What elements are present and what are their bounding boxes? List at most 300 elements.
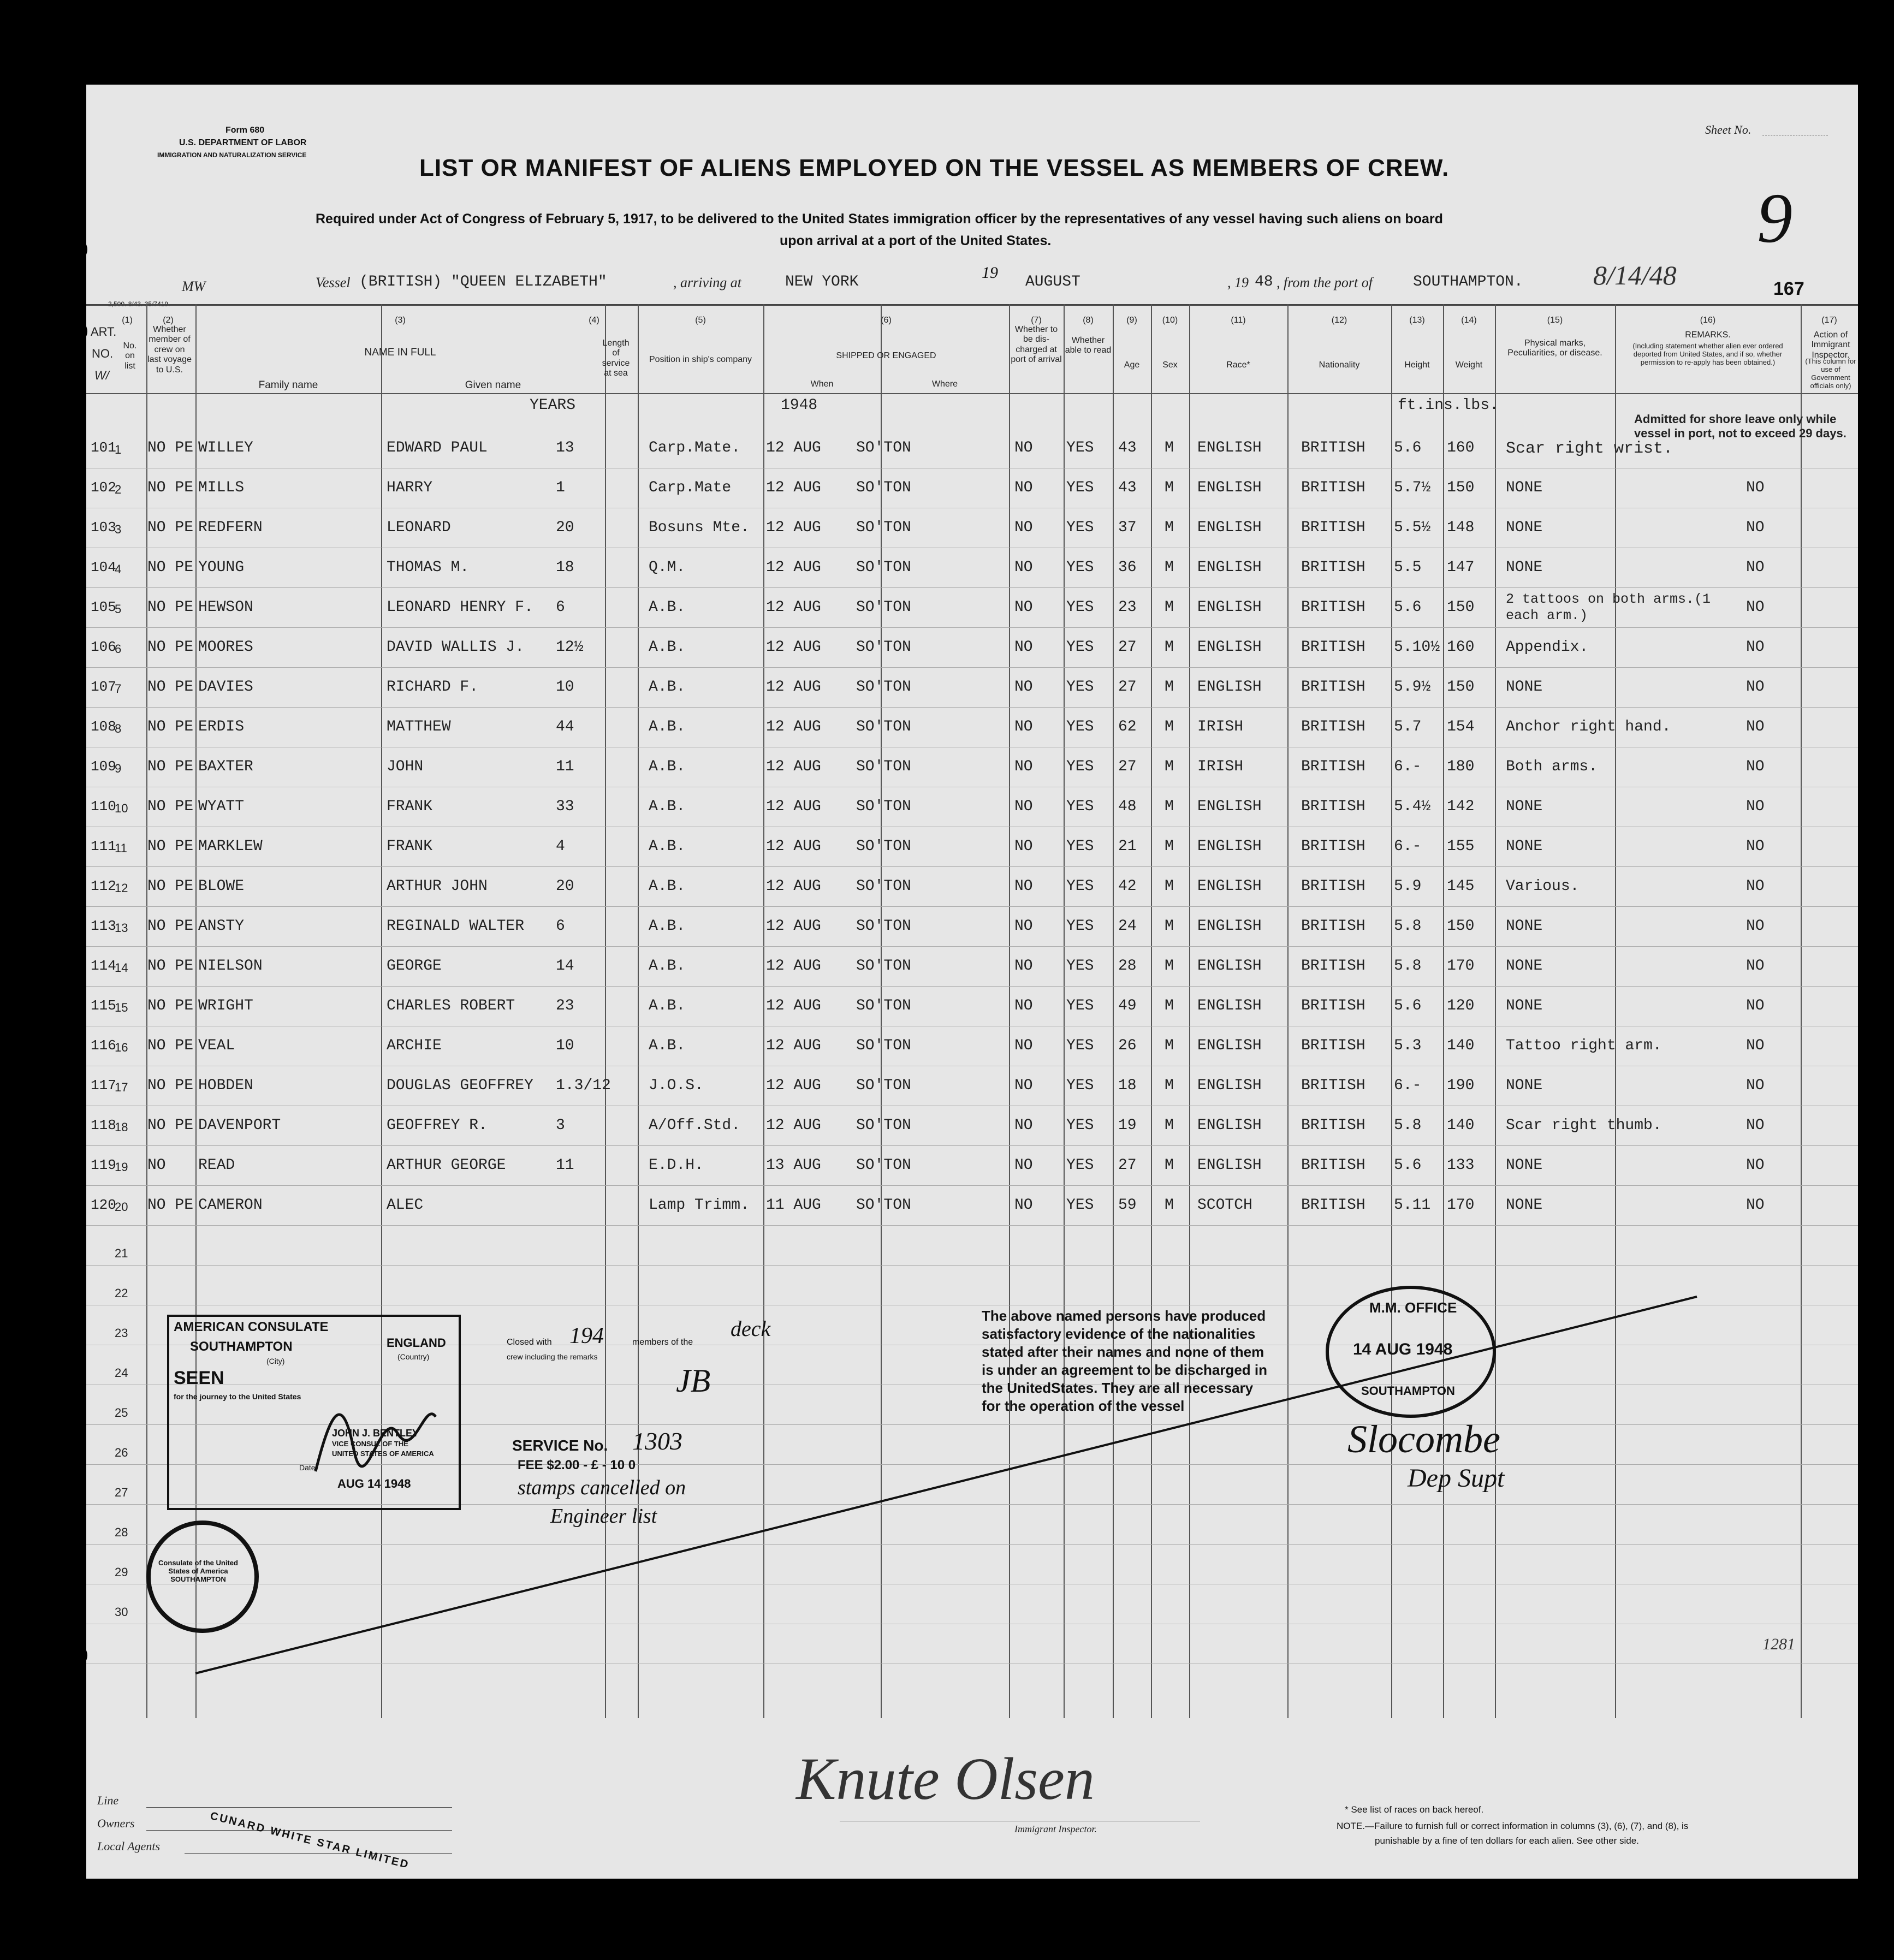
cell-disch: NO bbox=[1014, 1077, 1033, 1094]
cell-race: ENGLISH bbox=[1197, 798, 1262, 815]
cell-age: 21 bbox=[1118, 838, 1137, 855]
cell-given: JOHN bbox=[387, 758, 424, 775]
cell-marks: NONE bbox=[1506, 918, 1543, 935]
cell-family: VEAL bbox=[198, 1037, 235, 1054]
cell-remarks: NO bbox=[1746, 1157, 1765, 1174]
seen-subtext: for the journey to the United States bbox=[174, 1392, 301, 1401]
cell-position: E.D.H. bbox=[649, 1157, 704, 1174]
col-16-number: (16) bbox=[1700, 316, 1716, 325]
cell-race: IRISH bbox=[1197, 718, 1244, 735]
col-3-given-header: Given name bbox=[465, 379, 521, 391]
cell-weight: 170 bbox=[1447, 1197, 1475, 1214]
empty-row-number: 22 bbox=[115, 1286, 128, 1300]
empty-row-number: 29 bbox=[115, 1565, 128, 1579]
cell-race: ENGLISH bbox=[1197, 838, 1262, 855]
cell-remarks: NO bbox=[1746, 838, 1765, 855]
cell-art: 103 bbox=[91, 519, 116, 536]
cell-position: A.B. bbox=[649, 958, 686, 975]
consulate-line-2: SOUTHAMPTON bbox=[190, 1339, 293, 1354]
cell-art: 113 bbox=[91, 918, 116, 934]
cell-read: YES bbox=[1066, 559, 1094, 576]
cell-marks: Tattoo right arm. bbox=[1506, 1037, 1662, 1054]
cell-n: 10 bbox=[115, 801, 128, 815]
cell-service: 11 bbox=[556, 758, 574, 775]
cell-age: 42 bbox=[1118, 878, 1137, 895]
cell-weight: 180 bbox=[1447, 758, 1475, 775]
arrival-day: 19 bbox=[982, 264, 998, 282]
cell-service: 6 bbox=[556, 599, 565, 616]
cell-marks: NONE bbox=[1506, 997, 1543, 1014]
cell-nat: BRITISH bbox=[1301, 958, 1365, 975]
cell-where: SO'TON bbox=[856, 958, 911, 975]
cell-remarks: NO bbox=[1746, 1117, 1765, 1134]
cell-family: DAVIES bbox=[198, 679, 253, 696]
cell-family: REDFERN bbox=[198, 519, 263, 536]
cell-read: YES bbox=[1066, 718, 1094, 735]
cell-when: 12 AUG bbox=[766, 559, 821, 576]
cell-disch: NO bbox=[1014, 559, 1033, 576]
cell-n: 19 bbox=[115, 1160, 128, 1174]
cell-n: 8 bbox=[115, 722, 122, 735]
col-3-header: NAME IN FULL bbox=[364, 347, 436, 358]
cell-remarks: NO bbox=[1746, 997, 1765, 1014]
cell-position: A.B. bbox=[649, 997, 686, 1014]
cell-race: ENGLISH bbox=[1197, 958, 1262, 975]
col-14-number: (14) bbox=[1461, 316, 1477, 325]
cell-given: MATTHEW bbox=[387, 718, 451, 735]
cell-last: NO PE bbox=[147, 639, 194, 656]
cell-nat: BRITISH bbox=[1301, 918, 1365, 935]
cell-when: 12 AUG bbox=[766, 1117, 821, 1134]
cell-weight: 150 bbox=[1447, 479, 1475, 496]
cell-disch: NO bbox=[1014, 479, 1033, 496]
cell-position: A.B. bbox=[649, 718, 686, 735]
cell-sex: M bbox=[1165, 519, 1174, 536]
cell-art: 107 bbox=[91, 679, 116, 695]
closed-deck: deck bbox=[731, 1316, 771, 1341]
cell-given: LEONARD HENRY F. bbox=[387, 599, 533, 616]
punch-hole bbox=[62, 669, 86, 693]
cell-where: SO'TON bbox=[856, 639, 911, 656]
cell-weight: 133 bbox=[1447, 1157, 1475, 1174]
cell-art: 111 bbox=[91, 838, 116, 854]
cell-read: YES bbox=[1066, 479, 1094, 496]
cell-position: Lamp Trimm. bbox=[649, 1197, 750, 1214]
cell-sex: M bbox=[1165, 679, 1174, 696]
cell-age: 28 bbox=[1118, 958, 1137, 975]
cell-race: ENGLISH bbox=[1197, 1077, 1262, 1094]
cancel-line bbox=[195, 1297, 1697, 1673]
cell-where: SO'TON bbox=[856, 758, 911, 775]
cell-sex: M bbox=[1165, 1077, 1174, 1094]
cell-age: 27 bbox=[1118, 679, 1137, 696]
cell-weight: 140 bbox=[1447, 1037, 1475, 1054]
cell-nat: BRITISH bbox=[1301, 1037, 1365, 1054]
cell-family: WRIGHT bbox=[198, 997, 253, 1014]
inspector-signature: Knute Olsen bbox=[796, 1745, 1095, 1812]
cell-position: A.B. bbox=[649, 599, 686, 616]
cell-weight: 148 bbox=[1447, 519, 1475, 536]
cell-service: 10 bbox=[556, 679, 574, 696]
evidence-line-2: satisfactory evidence of the nationalities bbox=[982, 1326, 1256, 1342]
col-15-number: (15) bbox=[1547, 316, 1563, 325]
cell-given: RICHARD F. bbox=[387, 679, 479, 696]
cell-where: SO'TON bbox=[856, 1077, 911, 1094]
cell-race: ENGLISH bbox=[1197, 878, 1262, 895]
cell-art: 104 bbox=[91, 559, 116, 575]
empty-row-number: 23 bbox=[115, 1326, 128, 1340]
cell-marks: NONE bbox=[1506, 1077, 1543, 1094]
cell-art: 117 bbox=[91, 1077, 116, 1094]
cell-age: 37 bbox=[1118, 519, 1137, 536]
cell-nat: BRITISH bbox=[1301, 718, 1365, 735]
cell-position: A/Off.Std. bbox=[649, 1117, 741, 1134]
cell-where: SO'TON bbox=[856, 1197, 911, 1214]
cell-race: ENGLISH bbox=[1197, 559, 1262, 576]
cell-nat: BRITISH bbox=[1301, 878, 1365, 895]
evidence-line-6: for the operation of the vessel bbox=[982, 1398, 1185, 1414]
cell-family: MOORES bbox=[198, 639, 253, 656]
cell-weight: 170 bbox=[1447, 958, 1475, 975]
mm-office-label: M.M. OFFICE bbox=[1369, 1299, 1457, 1316]
closed-with-label: Closed with bbox=[507, 1338, 552, 1347]
consulate-country: ENGLAND bbox=[387, 1336, 446, 1350]
cell-family: MILLS bbox=[198, 479, 245, 496]
col-4-number: (4) bbox=[589, 316, 599, 325]
cell-remarks: NO bbox=[1746, 559, 1765, 576]
cell-nat: BRITISH bbox=[1301, 1157, 1365, 1174]
cell-remarks: NO bbox=[1746, 599, 1765, 616]
cell-remarks: NO bbox=[1746, 1077, 1765, 1094]
col-17-number: (17) bbox=[1821, 316, 1837, 325]
col-3-number: (3) bbox=[395, 316, 406, 325]
cell-height: 5.9½ bbox=[1394, 679, 1431, 696]
cell-age: 43 bbox=[1118, 479, 1137, 496]
from-port-label: , from the port of bbox=[1276, 275, 1373, 290]
col-15-header: Physical marks, Peculiarities, or disease. bbox=[1507, 338, 1602, 358]
col-17-subheader: (This column for use of Government officials only) bbox=[1805, 357, 1856, 390]
cell-disch: NO bbox=[1014, 1157, 1033, 1174]
local-line bbox=[185, 1853, 452, 1854]
punch-hole bbox=[62, 1190, 86, 1214]
mm-office-place: SOUTHAMPTON bbox=[1361, 1384, 1455, 1398]
manifest-subtitle-1: Required under Act of Congress of February 5, 1917, to be delivered to the United States immigration officer by the representatives of any vessel having such aliens on board bbox=[316, 211, 1443, 227]
cell-art: 114 bbox=[91, 958, 116, 974]
cell-read: YES bbox=[1066, 599, 1094, 616]
cell-remarks: NO bbox=[1746, 918, 1765, 935]
cell-where: SO'TON bbox=[856, 918, 911, 935]
cell-age: 26 bbox=[1118, 1037, 1137, 1054]
cell-height: 5.10½ bbox=[1394, 639, 1440, 656]
cell-marks: NONE bbox=[1506, 679, 1543, 696]
cell-read: YES bbox=[1066, 679, 1094, 696]
cell-service: 44 bbox=[556, 718, 574, 735]
col-13-header: Height bbox=[1404, 360, 1430, 370]
cell-nat: BRITISH bbox=[1301, 599, 1365, 616]
cell-sex: M bbox=[1165, 838, 1174, 855]
cell-given: ARTHUR GEORGE bbox=[387, 1157, 506, 1174]
cell-position: A.B. bbox=[649, 838, 686, 855]
cell-marks: NONE bbox=[1506, 958, 1543, 975]
cell-sex: M bbox=[1165, 918, 1174, 935]
cell-nat: BRITISH bbox=[1301, 439, 1365, 456]
cell-service: 20 bbox=[556, 878, 574, 895]
cell-remarks: NO bbox=[1746, 1037, 1765, 1054]
art-no-label: NO. bbox=[92, 347, 114, 360]
cell-service: 14 bbox=[556, 958, 574, 975]
cell-when: 12 AUG bbox=[766, 758, 821, 775]
master-signature-title: Dep Supt bbox=[1408, 1464, 1505, 1493]
inspector-label: Immigrant Inspector. bbox=[1014, 1824, 1097, 1834]
cell-marks: Various. bbox=[1506, 878, 1580, 895]
cell-given: CHARLES ROBERT bbox=[387, 997, 515, 1014]
owners-label: Owners bbox=[97, 1816, 135, 1830]
manifest-subtitle-2: upon arrival at a port of the United States. bbox=[780, 233, 1052, 248]
cell-sex: M bbox=[1165, 439, 1174, 456]
cell-service: 12½ bbox=[556, 639, 584, 656]
cell-where: SO'TON bbox=[856, 679, 911, 696]
evidence-line-3: stated after their names and none of them bbox=[982, 1344, 1264, 1360]
cell-last: NO PE bbox=[147, 519, 194, 536]
cell-last: NO PE bbox=[147, 599, 194, 616]
cell-remarks: NO bbox=[1746, 679, 1765, 696]
cell-last: NO PE bbox=[147, 1117, 194, 1134]
col-9-header: Age bbox=[1124, 360, 1140, 370]
cell-service: 1.3/12 bbox=[556, 1077, 611, 1094]
cell-disch: NO bbox=[1014, 439, 1033, 456]
cell-where: SO'TON bbox=[856, 718, 911, 735]
height-weight-units: ft.ins.lbs. bbox=[1398, 397, 1499, 414]
cell-service: 6 bbox=[556, 918, 565, 935]
cell-race: ENGLISH bbox=[1197, 1037, 1262, 1054]
service-number: 1303 bbox=[632, 1427, 682, 1455]
cell-position: A.B. bbox=[649, 878, 686, 895]
cell-nat: BRITISH bbox=[1301, 838, 1365, 855]
empty-row-number: 24 bbox=[115, 1366, 128, 1380]
cell-remarks: NO bbox=[1746, 758, 1765, 775]
col-2-number: (2) bbox=[163, 316, 174, 325]
form-number: Form 680 bbox=[225, 126, 265, 135]
cell-age: 59 bbox=[1118, 1197, 1137, 1214]
cell-height: 5.9 bbox=[1394, 878, 1422, 895]
cell-nat: BRITISH bbox=[1301, 798, 1365, 815]
cell-given: LEONARD bbox=[387, 519, 451, 536]
cell-age: 24 bbox=[1118, 918, 1137, 935]
cell-disch: NO bbox=[1014, 798, 1033, 815]
cell-family: WYATT bbox=[198, 798, 245, 815]
sheet-label: Sheet No. bbox=[1705, 123, 1751, 136]
cell-nat: BRITISH bbox=[1301, 479, 1365, 496]
cell-nat: BRITISH bbox=[1301, 679, 1365, 696]
col-10-number: (10) bbox=[1162, 316, 1178, 325]
cell-sex: M bbox=[1165, 1197, 1174, 1214]
cell-service: 33 bbox=[556, 798, 574, 815]
cell-weight: 140 bbox=[1447, 1117, 1475, 1134]
cell-sex: M bbox=[1165, 997, 1174, 1014]
cell-remarks: NO bbox=[1746, 958, 1765, 975]
page-number: 167 bbox=[1773, 278, 1804, 299]
cell-remarks: NO bbox=[1746, 798, 1765, 815]
cell-nat: BRITISH bbox=[1301, 1077, 1365, 1094]
cell-remarks: NO bbox=[1746, 1197, 1765, 1214]
cell-service: 11 bbox=[556, 1157, 574, 1174]
punch-hole bbox=[63, 237, 87, 262]
col-8-number: (8) bbox=[1083, 316, 1094, 325]
cell-sex: M bbox=[1165, 599, 1174, 616]
cell-position: A.B. bbox=[649, 679, 686, 696]
cell-service: 18 bbox=[556, 559, 574, 576]
col-13-number: (13) bbox=[1409, 316, 1425, 325]
cell-weight: 142 bbox=[1447, 798, 1475, 815]
closed-count: 194 bbox=[569, 1323, 604, 1349]
cell-last: NO PE bbox=[147, 718, 194, 735]
art-w-label: W/ bbox=[94, 369, 109, 382]
cell-age: 27 bbox=[1118, 1157, 1137, 1174]
arriving-label: , arriving at bbox=[673, 275, 741, 290]
cell-disch: NO bbox=[1014, 639, 1033, 656]
cell-read: YES bbox=[1066, 519, 1094, 536]
cell-height: 5.6 bbox=[1394, 599, 1422, 616]
cell-height: 5.6 bbox=[1394, 439, 1422, 456]
cell-read: YES bbox=[1066, 1157, 1094, 1174]
cell-height: 5.5½ bbox=[1394, 519, 1431, 536]
cell-race: ENGLISH bbox=[1197, 479, 1262, 496]
cell-n: 5 bbox=[115, 602, 122, 616]
cell-nat: BRITISH bbox=[1301, 519, 1365, 536]
cell-race: ENGLISH bbox=[1197, 599, 1262, 616]
cell-nat: BRITISH bbox=[1301, 997, 1365, 1014]
col-5-number: (5) bbox=[695, 316, 706, 325]
empty-row-number: 26 bbox=[115, 1446, 128, 1459]
cell-nat: BRITISH bbox=[1301, 1197, 1365, 1214]
cell-weight: 150 bbox=[1447, 918, 1475, 935]
cell-when: 12 AUG bbox=[766, 1077, 821, 1094]
cell-where: SO'TON bbox=[856, 479, 911, 496]
cell-height: 5.5 bbox=[1394, 559, 1422, 576]
cell-family: YOUNG bbox=[198, 559, 245, 576]
cell-last: NO PE bbox=[147, 679, 194, 696]
cell-when: 12 AUG bbox=[766, 439, 821, 456]
cell-art: 101 bbox=[91, 439, 116, 456]
cell-n: 6 bbox=[115, 642, 122, 656]
admitted-note: Admitted for shore leave only while vessel in port, not to exceed 29 days. bbox=[1634, 412, 1846, 441]
cell-disch: NO bbox=[1014, 918, 1033, 935]
cell-weight: 150 bbox=[1447, 679, 1475, 696]
cell-family: BLOWE bbox=[198, 878, 245, 895]
evidence-line-1: The above named persons have produced bbox=[982, 1308, 1266, 1324]
cell-weight: 155 bbox=[1447, 838, 1475, 855]
cell-art: 112 bbox=[91, 878, 116, 894]
cell-art: 110 bbox=[91, 798, 116, 815]
cell-height: 6.- bbox=[1394, 758, 1422, 775]
mm-office-date: 14 AUG 1948 bbox=[1353, 1340, 1453, 1358]
cell-weight: 147 bbox=[1447, 559, 1475, 576]
side-number: 1281 bbox=[1762, 1635, 1795, 1653]
cell-when: 12 AUG bbox=[766, 479, 821, 496]
vessel-label: Vessel bbox=[316, 275, 351, 290]
cell-family: BAXTER bbox=[198, 758, 253, 775]
master-signature: Slocombe bbox=[1347, 1417, 1500, 1461]
cell-disch: NO bbox=[1014, 1117, 1033, 1134]
cell-art: 105 bbox=[91, 599, 116, 615]
cell-sex: M bbox=[1165, 559, 1174, 576]
footnote-line-1: NOTE.—Failure to furnish full or correct information in columns (3), (6), (7), and (8), is bbox=[1337, 1821, 1689, 1831]
cell-disch: NO bbox=[1014, 1197, 1033, 1214]
cell-service: 23 bbox=[556, 997, 574, 1014]
cell-marks: NONE bbox=[1506, 519, 1543, 536]
local-agents-label: Local Agents bbox=[97, 1839, 161, 1853]
cell-n: 3 bbox=[115, 522, 122, 536]
cell-marks: Scar right wrist. bbox=[1506, 439, 1673, 458]
evidence-line-5: the UnitedStates. They are all necessary bbox=[982, 1380, 1254, 1396]
cell-when: 12 AUG bbox=[766, 519, 821, 536]
consulate-seal-text: Consulate of the United States of America SOUTHAMPTON bbox=[158, 1559, 238, 1583]
col-2-header: Whether member of crew on last voyage to U.S. bbox=[147, 325, 192, 375]
cell-height: 5.7½ bbox=[1394, 479, 1431, 496]
cell-where: SO'TON bbox=[856, 599, 911, 616]
cell-n: 20 bbox=[115, 1200, 128, 1214]
cell-age: 49 bbox=[1118, 997, 1137, 1014]
service-fee: FEE $2.00 - £ - 10 0 bbox=[518, 1458, 636, 1472]
cell-when: 13 AUG bbox=[766, 1157, 821, 1174]
service-number-label: SERVICE No. bbox=[512, 1437, 608, 1454]
col-12-header: Nationality bbox=[1319, 360, 1360, 370]
cell-disch: NO bbox=[1014, 1037, 1033, 1054]
cell-where: SO'TON bbox=[856, 559, 911, 576]
cell-disch: NO bbox=[1014, 997, 1033, 1014]
cell-when: 12 AUG bbox=[766, 639, 821, 656]
cell-position: A.B. bbox=[649, 639, 686, 656]
cell-art: 120 bbox=[91, 1197, 116, 1213]
cell-race: ENGLISH bbox=[1197, 639, 1262, 656]
cell-when: 12 AUG bbox=[766, 878, 821, 895]
cell-last: NO PE bbox=[147, 439, 194, 456]
cell-height: 5.6 bbox=[1394, 997, 1422, 1014]
cell-age: 48 bbox=[1118, 798, 1137, 815]
cell-n: 1 bbox=[115, 443, 122, 456]
cell-last: NO PE bbox=[147, 838, 194, 855]
cell-race: ENGLISH bbox=[1197, 1157, 1262, 1174]
arrival-month: AUGUST bbox=[1025, 274, 1080, 290]
cell-height: 5.3 bbox=[1394, 1037, 1422, 1054]
cell-given: FRANK bbox=[387, 798, 433, 815]
cell-weight: 154 bbox=[1447, 718, 1475, 735]
cell-family: ANSTY bbox=[198, 918, 245, 935]
cell-height: 5.7 bbox=[1394, 718, 1422, 735]
cell-age: 19 bbox=[1118, 1117, 1137, 1134]
cell-where: SO'TON bbox=[856, 997, 911, 1014]
cell-race: ENGLISH bbox=[1197, 997, 1262, 1014]
cell-family: HOBDEN bbox=[198, 1077, 253, 1094]
cell-given: FRANK bbox=[387, 838, 433, 855]
department: U.S. DEPARTMENT OF LABOR bbox=[179, 138, 307, 147]
cell-given: REGINALD WALTER bbox=[387, 918, 525, 935]
cell-marks: NONE bbox=[1506, 559, 1543, 576]
cell-remarks: NO bbox=[1746, 519, 1765, 536]
cell-sex: M bbox=[1165, 718, 1174, 735]
cell-sex: M bbox=[1165, 758, 1174, 775]
cell-sex: M bbox=[1165, 798, 1174, 815]
cell-height: 5.8 bbox=[1394, 918, 1422, 935]
cell-age: 18 bbox=[1118, 1077, 1137, 1094]
cell-weight: 190 bbox=[1447, 1077, 1475, 1094]
consulate-line-1: AMERICAN CONSULATE bbox=[174, 1320, 329, 1334]
col-9-number: (9) bbox=[1126, 316, 1137, 325]
punch-hole bbox=[62, 1490, 86, 1514]
cell-read: YES bbox=[1066, 798, 1094, 815]
cell-sex: M bbox=[1165, 639, 1174, 656]
cell-sex: M bbox=[1165, 1157, 1174, 1174]
